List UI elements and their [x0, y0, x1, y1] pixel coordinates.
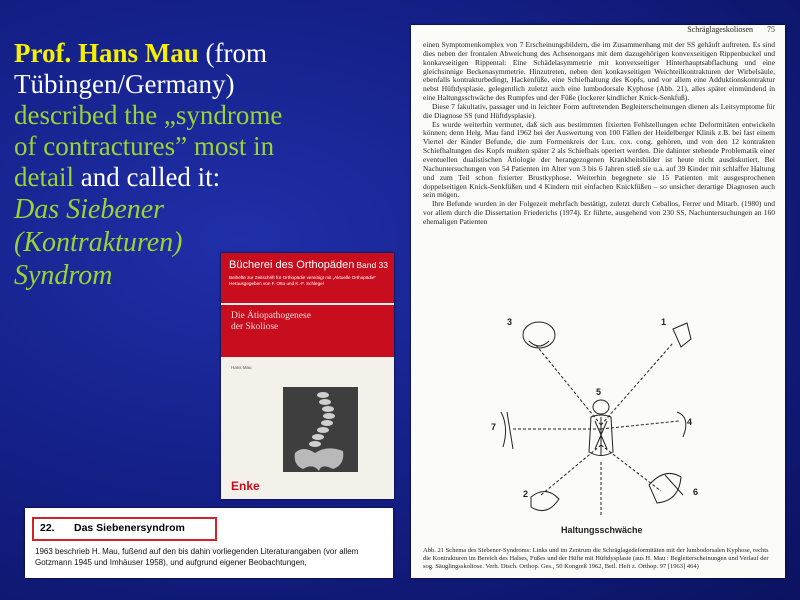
- excerpt-number: 22.: [40, 522, 55, 534]
- page-paragraph: Es wurde weiterhin vermutet, daß sich aus bestimmten fixierten Fehlstellungen echte Deformitäten entwickeln können; denn Helg. Mau fand 1962 bei der Auswertung von 100 Fällen der Heidelberger Klinik z.B. bei fast einem Viertel der Kinder Befunde, die zum Formenkreis der Lux. cox. cong. gehören, und von den 12 kontrakten Schiefhaltungen des Kopfs mußten später 2 als Schiefhals operiert werden. Die dahinter stehende Problematik einer eventuellen dualistischen Ätiologie der herangezogenen Krankheitsbilder ist heute nicht ausdiskutiert. Bei Nachuntersuchungen von 54 Patienten im Alter von 3 bis 6 Jahren stieß sie u.a. auf 39 Kinder mit schlaffer Haltung und zum Teil schon fixierter Brustkyphose. Weiterhin begegnete sie 15 Patienten mit ausgesprochenen doppelseitigen Knick-Senkfüßen und 4 Kindern mit einfachen Knickfüßen – so unsicher derartige Diagnosen auch sein mögen.: [423, 119, 775, 200]
- book-title-band: [221, 305, 394, 357]
- intro-from: (from: [198, 38, 267, 68]
- figure-label-3: 3: [507, 317, 513, 327]
- author-name: Prof. Hans Mau: [14, 38, 199, 68]
- intro-line-5-b: and called it:: [73, 162, 221, 192]
- publisher-logo: [231, 479, 260, 493]
- syndrome-name-1: Das Siebener: [14, 194, 165, 225]
- excerpt-heading-box: [32, 517, 217, 541]
- book-top-band: [221, 253, 394, 303]
- page-header: [411, 25, 775, 34]
- page-header-title: Schräglageskoliosen: [687, 25, 753, 34]
- book-author: Hans Mau: [231, 365, 252, 370]
- intro-line-5: [14, 162, 394, 193]
- book-title: [231, 311, 311, 333]
- figure-label-4: 4: [687, 417, 693, 427]
- figure-label-7: 7: [491, 422, 497, 432]
- figure-label-2: 2: [523, 489, 529, 499]
- figure-label-1: 1: [661, 317, 667, 327]
- intro-line-3: described the „syndrome: [14, 100, 283, 130]
- figure-caption: Abb. 21 Schema des Siebener-Syndroms: Links und im Zentrum die Schräglagedeformitäten mit der lumbodorsalen Kyphose, rechts die Kontrakturen im Bereich des Halses, Fußes und der Hüfte mit Hüftdysplasie (aus H. Mau : Begleiterscheinungen und Verlauf der sog. Säuglingsskoliose. Verh. Dtsch. Orthop. Ges., 50 Kongreß 1962, Beil. Heft z. Orthop. 97 [1963] 464): [423, 547, 769, 570]
- page-paragraph: einen Symptomenkomplex von 7 Erscheinungsbildern, die im Zusammenhang mit der SS gehäuft auftreten. Es sind dies neben der frontalen Abweichung des Achsenorgans mit dem dazugehörigen konvexseitigen Rippenbuckel und konkavseitigen Rippental: Eine Schädelasymmetrie mit konvexseitiger Hinterhauptsabflachung und eine gleichsinnige Beckenasymmetrie. Hinzutreten, neben den konkavseitigen Weichteilkontrakturen der Wirbelsäule, ebenfalls kontrakturbedingt, Hackenfüße, eine Schiefhaltung des Kopfs, und vor allem eine Adduktionskontraktur nebst Hüftdysplasie, gelegentlich zuletzt auch eine lumbodorsale Kyphose (Abb. 21), alles später einmündend in eine Haltungsschwäche des Rumpfes und der Füße (lockerer kindlicher Knick-Senkfuß).: [423, 40, 775, 103]
- book-title-line-1: Die Ätiopathogenese: [231, 311, 311, 321]
- book-series: Bücherei des Orthopäden: [229, 259, 355, 271]
- excerpt-body: 1963 beschrieb H. Mau, fußend auf den bis dahin vorliegenden Literaturangaben (vor allem Gotzmann 1945 und Imhäuser 1958), und aufgrund eigener Beobachtungen,: [35, 547, 359, 567]
- intro-line-4: [14, 131, 394, 162]
- siebener-syndrome-figure: [451, 317, 751, 542]
- page-paragraph: Diese 7 fakultativ, passager und in leichter Form auftretenden Begleiterscheinungen dienen als Leitsymptome für die Diagnose SS (und Hüftdysplasie).: [423, 101, 775, 120]
- excerpt-title: Das Siebenersyndrom: [74, 522, 185, 534]
- page-body: [423, 41, 775, 227]
- text-excerpt: [25, 508, 393, 578]
- book-cover: [221, 253, 394, 499]
- book-band: Band 33: [356, 260, 388, 270]
- intro-line-2: Tübingen/Germany): [14, 69, 235, 99]
- spine-xray-image: [283, 387, 358, 472]
- book-title-line-2: der Skoliose: [231, 322, 279, 332]
- page-number: 75: [767, 25, 775, 34]
- publisher-name: Enke: [231, 479, 260, 493]
- intro-line-1: [14, 38, 394, 69]
- figure-label-5: 5: [596, 387, 602, 397]
- figure-label-6: 6: [693, 487, 699, 497]
- figure-caption-label: Haltungsschwäche: [561, 525, 643, 535]
- intro-line-4-a: of contractures”: [14, 131, 194, 161]
- page-paragraph: Ihre Befunde wurden in der Folgezeit mehrfach bestätigt, zuletzt durch Ceballos, Ferrer und Mitarb. (1980) und vor allem durch die Dissertation Friederichs (1974). Er führte, ausgehend von 230 SS, Nachuntersuchungen an 160 ehemaligen Patienten: [423, 199, 775, 226]
- intro-line-4-b: most in: [193, 131, 275, 161]
- intro-line-5-a: detail: [14, 162, 74, 192]
- scanned-page: [411, 25, 785, 578]
- syndrome-name-2: (Kontrakturen): [14, 227, 183, 258]
- xray-drawing: [283, 387, 358, 472]
- syndrome-name-3: Syndrom: [14, 260, 113, 291]
- book-subtitle: Beihefte zur Zeitschrift für Orthopädie vereinigt mit „Aktuelle Orthopädie“ Herausgegeben von F. Otto und K.-F. Schlegel: [229, 275, 377, 286]
